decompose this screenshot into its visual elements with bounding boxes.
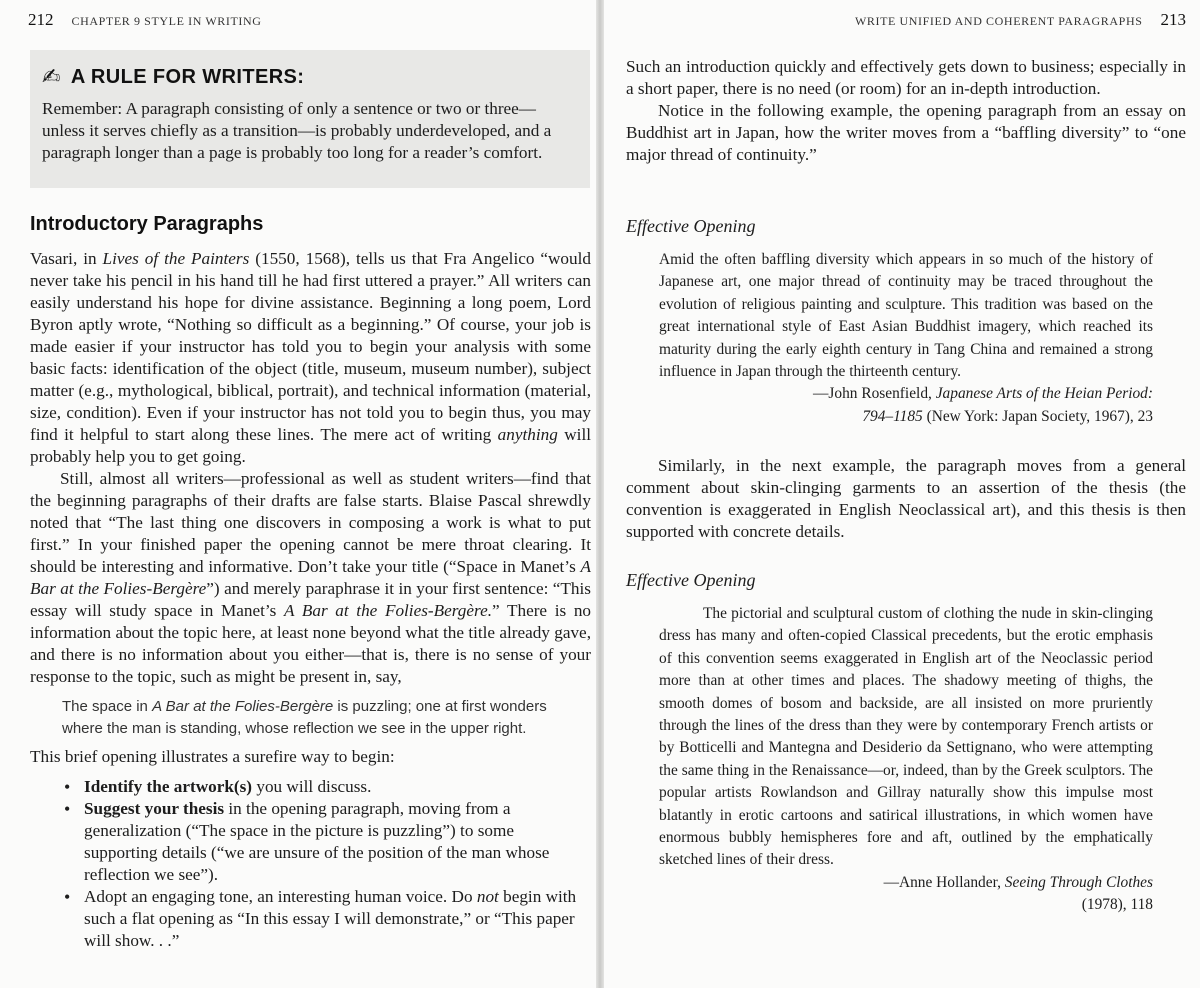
bold-run: Identify the artwork(s)	[84, 777, 253, 796]
excerpt-hollander	[659, 603, 1153, 917]
subhead-effective-opening-1: Effective Opening	[626, 216, 756, 236]
writing-hand-icon: ✍	[42, 64, 61, 89]
italic-run: anything	[497, 425, 558, 444]
excerpt-rosenfield	[659, 249, 1153, 428]
attribution-author: —Anne Hollander,	[883, 873, 1005, 891]
intro-paragraph-2	[30, 468, 591, 688]
text-run: (1550, 1568), tells us that Fra Angelico “would never take his pencil in his hand till he had first uttered a prayer.” All writers can easily understand his hope for divine assistance. Beginning a long poem, Lord Byron aptly wrote, “Nothing so difficult as a beginning.” Of course, your job is made easier if your instructor has told you to begin your analysis with some basic facts: identification of the object (title, museum, museum number), subject matter (e.g., mythological, biblical, portrait), and technical information (material, size, condition). Even if your instructor has not told you to begin thus, you may find it helpful to start along these lines. The mere act of writing	[30, 249, 591, 444]
book-gutter	[596, 0, 604, 988]
text-run: Still, almost all writers—professional as well as student writers—find that the beginning paragraphs of their drafts are false starts. Blaise Pascal shrewdly noted that “The last thing one discovers in composing a work is what to put first.” In your finished paper the opening cannot be mere throat clearing. It should be interesting and informative. Don’t take your title (“Space in Manet’s	[30, 469, 591, 576]
intro-paragraph-1	[30, 248, 591, 468]
italic-run: A Bar at the Folies-Bergère	[30, 557, 591, 598]
left-page	[0, 0, 596, 988]
text-run: begin with such a flat opening as “In this essay I will demonstrate,” or “This paper will show. . .”	[84, 887, 577, 950]
italic-run: not	[476, 887, 499, 906]
sample-opening-quote	[62, 696, 591, 740]
right-body-top	[626, 56, 1186, 166]
right-paragraph-1: Such an introduction quickly and effectively gets down to business; especially in a short paper, there is no need (or room) for an in-depth introduction.	[626, 57, 1186, 98]
attribution-publication: (1978), 118	[1081, 896, 1153, 914]
right-running-head	[855, 10, 1186, 30]
rule-box-text: Remember: A paragraph consisting of only a sentence or two or three—unless it serves chiefly as a transition—is probably underdeveloped, and a paragraph longer than a page is probably too long for a reader’s comfort.	[42, 99, 552, 162]
text-run: ” There is no information about the topic here, at least none beyond what the title already gave, and there is no information about you either—that is, there is no sense of your response to the topic, such as might be present in, say,	[30, 601, 592, 686]
italic-run: A Bar at the Folies-Bergère.	[284, 601, 493, 620]
attribution-hollander	[659, 872, 1153, 917]
attribution-publication: (New York: Japan Society, 1967), 23	[922, 407, 1153, 425]
attribution-author: —John Rosenfield,	[813, 385, 936, 403]
excerpt-text: The pictorial and sculptural custom of clothing the nude in skin-clinging dress has many and often-copied Classical precedents, but the erotic emphasis of this convention seems exaggerated in English art of the Neoclassic period more than at other times and places. The shadowy meeting of thighs, the smooth domes of bosom and backside, are all insisted on more pruriently through the lines of the dress than they were by contemporary French artists or by Botticelli and Mantegna and Desiderio da Settignano, who were attempting the same thing in the Renaissance—or, indeed, than by the Greek sculptors. The popular artists Rowlandson and Gillray naturally show this impulse most blatantly in erotic cartoons and satirical illustrations, in which women have enormous bubbly hemispheres fore and aft, outlined by the emphatically sketched lines of their dress.	[659, 605, 1153, 869]
left-running-head	[28, 10, 262, 30]
text-run: will probably help you to get going.	[30, 425, 591, 466]
left-body	[30, 248, 591, 952]
text-run: Vasari, in	[30, 249, 103, 268]
text-run: you will discuss.	[252, 777, 372, 796]
text-run: is puzzling; one at first wonders where the man is standing, whose reflection we see in the upper right.	[62, 698, 547, 737]
right-section-title: WRITE UNIFIED AND COHERENT PARAGRAPHS	[854, 14, 1143, 28]
italic-run: A Bar at the Folies-Bergère	[152, 698, 334, 715]
left-chapter-title: CHAPTER 9 STYLE IN WRITING	[71, 14, 262, 28]
right-paragraph-3: Similarly, in the next example, the paragraph moves from a general comment about skin-clinging garments to an assertion of the thesis (the convention is exaggerated in English Neoclassical art), and this thesis is then supported with concrete details.	[626, 456, 1186, 541]
lead-in-sentence: This brief opening illustrates a surefire way to begin:	[30, 747, 395, 766]
text-run: ”) and merely paraphrase it in your first sentence: “This essay will study space in Manet’s	[30, 579, 591, 620]
section-heading: Introductory Paragraphs	[30, 213, 264, 235]
list-item	[84, 776, 591, 798]
right-page-number: 213	[1160, 10, 1186, 29]
bold-run: Suggest your thesis	[84, 799, 225, 818]
rule-title-text: A RULE FOR WRITERS:	[70, 65, 305, 88]
excerpt-text: Amid the often baffling diversity which appears in so much of the history of Japanese art, one major thread of continuity may be traced throughout the evolution of religious painting and sculpture. This tradition was based on the great international style of East Asian Buddhist imagery, which reached its maturity during the early eighth century in Tang China and remained a strong influence in Japan through the thirteenth century.	[659, 251, 1153, 381]
italic-run: Lives of the Painters	[102, 249, 250, 268]
text-run: in the opening paragraph, moving from a generalization (“The space in the picture is puzzling”) to some supporting details (“we are unsure of the position of the man whose reflection we see”).	[84, 799, 550, 884]
list-item	[84, 798, 591, 886]
right-paragraph-2: Notice in the following example, the opening paragraph from an essay on Buddhist art in Japan, how the writer moves from a “baffling diversity” to “one major thread of continuity.”	[626, 101, 1186, 164]
list-item	[84, 886, 591, 952]
rule-box	[30, 50, 590, 188]
attribution-rosenfield	[659, 383, 1153, 428]
attribution-title: Japanese Arts of the Heian Period:	[935, 385, 1153, 403]
right-page	[604, 0, 1200, 988]
right-body-middle	[626, 455, 1186, 543]
attribution-title: 794–1185	[862, 407, 923, 425]
subhead-effective-opening-2: Effective Opening	[626, 570, 756, 590]
rule-box-title	[42, 64, 578, 90]
bullet-list	[30, 776, 591, 952]
left-page-number: 212	[28, 10, 54, 29]
attribution-title: Seeing Through Clothes	[1004, 873, 1153, 891]
text-run: The space in	[62, 698, 153, 715]
text-run: Adopt an engaging tone, an interesting human voice. Do	[84, 887, 477, 906]
